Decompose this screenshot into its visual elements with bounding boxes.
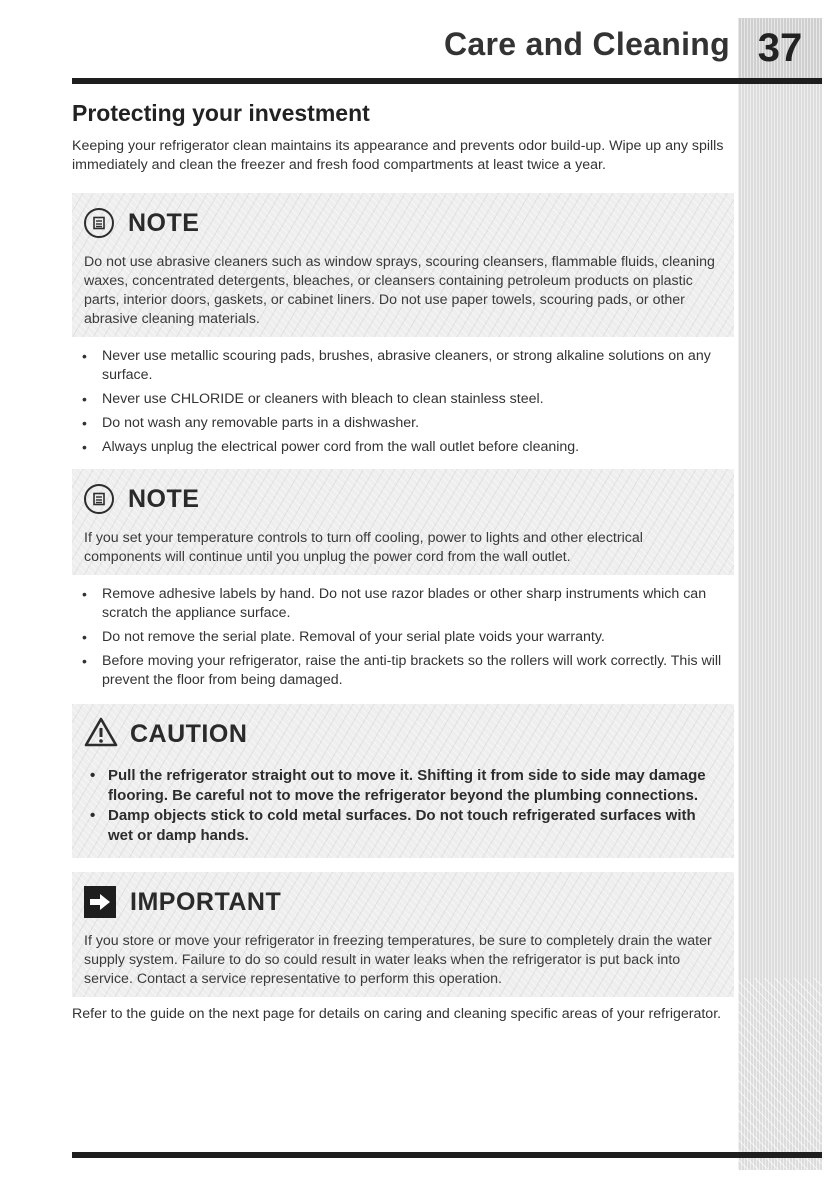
bullet-dot: • [90, 767, 96, 784]
footer-paragraph: Refer to the guide on the next page for details on caring and cleaning specific areas of your refrigerator. [72, 1006, 722, 1022]
side-strip-fade [738, 978, 822, 1170]
list-item [82, 414, 734, 433]
page-title: Care and Cleaning [443, 26, 730, 62]
arrow-right-box-icon [84, 886, 116, 918]
list-item-text: Always unplug the electrical power cord from the wall outlet before cleaning. [102, 439, 580, 455]
caution-item-text: Damp objects stick to cold metal surfaces. Do not touch refrigerated surfaces with wet or damp hands. [108, 807, 696, 844]
caution-item [84, 806, 722, 846]
bullet-dot: • [82, 348, 87, 364]
caution-header [84, 712, 722, 756]
note-title: NOTE [128, 484, 200, 513]
note-header [84, 477, 722, 521]
top-rule [72, 78, 822, 84]
list-item-text: Remove adhesive labels by hand. Do not use razor blades or other sharp instruments which can scratch the appliance surface. [102, 586, 707, 621]
note-book-icon [84, 208, 114, 238]
bullet-list-1 [72, 347, 734, 457]
bullet-dot: • [82, 391, 87, 407]
intro-paragraph: Keeping your refrigerator clean maintains its appearance and prevents odor build-up. Wipe up any spills immediately and clean the freezer and fresh food compartments at least twice a year. [72, 138, 724, 173]
section-heading: Protecting your investment [72, 100, 370, 126]
bullet-dot: • [82, 439, 87, 455]
note-book-icon [84, 484, 114, 514]
list-item-text: Do not remove the serial plate. Removal of your serial plate voids your warranty. [102, 629, 605, 645]
note-text: If you set your temperature controls to turn off cooling, power to lights and other electrical components will continue until you unplug the power cord from the wall outlet. [84, 530, 643, 565]
list-item [82, 390, 734, 409]
list-item-text: Before moving your refrigerator, raise the anti-tip brackets so the rollers will work correctly. This will prevent the floor from being damaged. [102, 653, 722, 688]
note-title: NOTE [128, 208, 200, 237]
list-item [82, 438, 734, 457]
caution-item-text: Pull the refrigerator straight out to move it. Shifting it from side to side may damage flooring. Be careful not to move the refrigerator beyond the plumbing connections. [108, 767, 706, 804]
list-item-text: Never use CHLORIDE or cleaners with bleach to clean stainless steel. [102, 391, 544, 407]
bullet-dot: • [82, 629, 87, 645]
bullet-list-2 [72, 585, 734, 690]
list-item [82, 652, 734, 690]
list-item [82, 628, 734, 647]
note-box-1 [72, 193, 734, 337]
list-item [82, 347, 734, 385]
note-box-2 [72, 469, 734, 575]
important-box [72, 872, 734, 997]
list-item-text: Never use metallic scouring pads, brushes, abrasive cleaners, or strong alkaline solutions on any surface. [102, 348, 711, 383]
bottom-rule [72, 1152, 822, 1158]
caution-title: CAUTION [130, 719, 248, 748]
bullet-dot: • [90, 807, 96, 824]
caution-item [84, 766, 722, 806]
warning-triangle-icon [84, 717, 118, 752]
page-number: 37 [738, 18, 822, 78]
bullet-dot: • [82, 415, 87, 431]
bullet-dot: • [82, 653, 87, 669]
important-title: IMPORTANT [130, 887, 282, 916]
caution-list [84, 766, 722, 846]
side-strip [738, 18, 822, 1170]
main-content [72, 100, 734, 1024]
note-text: Do not use abrasive cleaners such as window sprays, scouring cleansers, flammable fluids, cleaning waxes, concentrated detergents, bleaches, or cleansers containing petroleum products on plastic parts, interior doors, gaskets, or cabinet liners. Do not use paper towels, scouring pads, or other abrasive cleaning materials. [84, 254, 715, 327]
important-header [84, 880, 722, 924]
note-header [84, 201, 722, 245]
important-text: If you store or move your refrigerator in freezing temperatures, be sure to completely drain the water supply system. Failure to do so could result in water leaks when the refrigerator is put back into service. Contact a service representative to perform this operation. [84, 933, 712, 987]
list-item [82, 585, 734, 623]
list-item-text: Do not wash any removable parts in a dishwasher. [102, 415, 420, 431]
bullet-dot: • [82, 586, 87, 602]
caution-box [72, 704, 734, 858]
